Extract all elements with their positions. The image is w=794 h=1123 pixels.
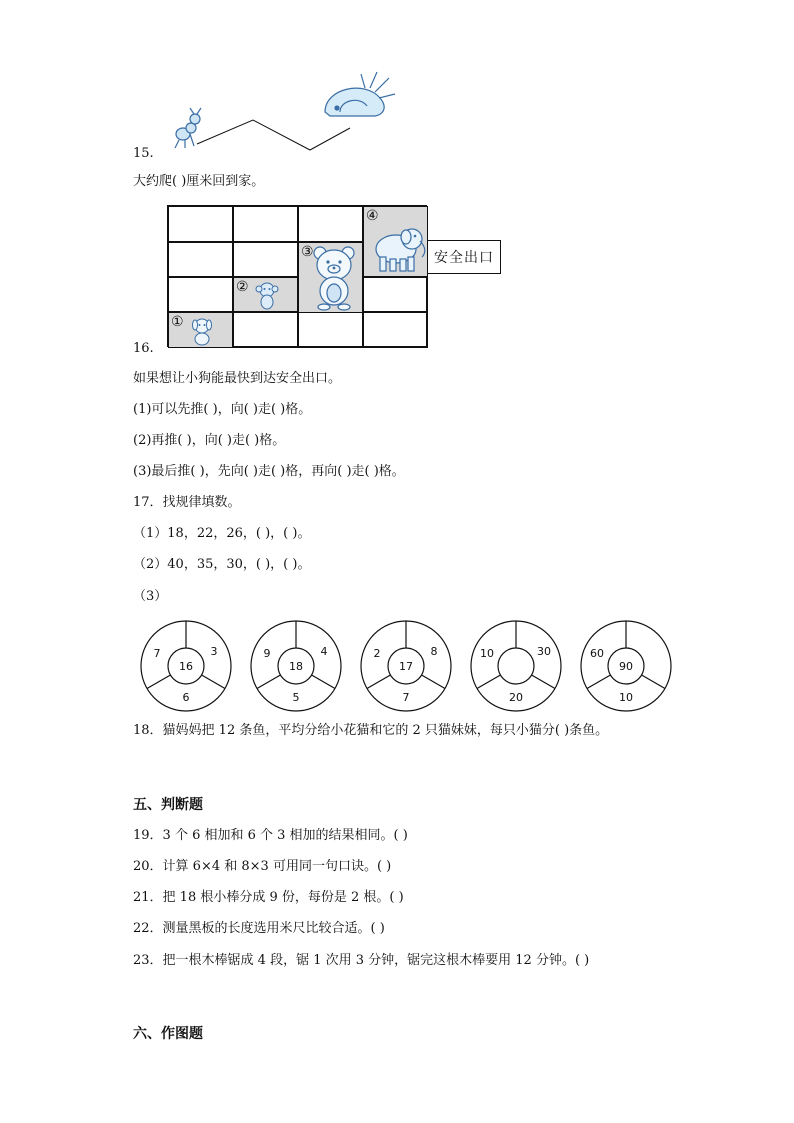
- grid-cell: [233, 242, 298, 277]
- wheel-divider: [477, 675, 500, 689]
- grid-cell: [298, 312, 363, 348]
- cell-label-2: ②: [236, 279, 249, 295]
- grid-cell-puppy: [168, 312, 233, 348]
- wheel-bottom-value: 5: [292, 691, 300, 704]
- q23-text: 23．把一根木棒锯成 4 段，锯 1 次用 3 分钟，锯完这根木棒要用 12 分钟。( ): [133, 953, 590, 968]
- cell-label-4: ④: [366, 208, 379, 224]
- section5-heading: 五、判断题: [133, 797, 203, 813]
- crawl-path-line: [197, 120, 350, 150]
- wheel-left-value: 2: [373, 647, 381, 660]
- grid-cell: [363, 277, 428, 312]
- wheel-center-value: 90: [619, 660, 633, 673]
- q19-text: 19．3 个 6 相加和 6 个 3 相加的结果相同。( ): [133, 828, 408, 843]
- cell-label-1: ①: [171, 314, 184, 330]
- wheel-divider: [367, 675, 390, 689]
- grid-cell-monkey: [233, 277, 298, 312]
- elephant-icon: [368, 219, 428, 275]
- wheel-divider: [587, 675, 610, 689]
- wheel-right-value: 4: [320, 645, 328, 658]
- number-wheel: [577, 620, 675, 712]
- wheel-right-value: 3: [210, 645, 218, 658]
- q20-text: 20．计算 6×4 和 8×3 可用同一句口诀。( ): [133, 859, 392, 874]
- wheel-left-value: 10: [480, 647, 494, 660]
- grid-cell: [298, 206, 363, 242]
- grid-cell: [168, 242, 233, 277]
- wheel-bottom-value: 20: [509, 691, 523, 704]
- puppy-icon: [189, 316, 215, 346]
- home-shell-icon: [325, 72, 395, 116]
- wheel-center-value: 18: [289, 660, 303, 673]
- wheel-left-value: 7: [153, 647, 161, 660]
- wheel-divider: [642, 675, 665, 689]
- section6-heading: 六、作图题: [133, 1026, 203, 1042]
- q15-text: 大约爬( )厘米回到家。: [133, 174, 265, 189]
- wheel-divider: [312, 675, 335, 689]
- wheel-bottom-value: 7: [402, 691, 410, 704]
- q21-text: 21．把 18 根小棒分成 9 份，每份是 2 根。( ): [133, 890, 404, 905]
- q17-seq2: （2）40，35，30，( )，( )。: [133, 557, 311, 572]
- wheel-divider: [202, 675, 225, 689]
- monkey-icon: [254, 281, 280, 311]
- grid-cell: [168, 277, 233, 312]
- number-wheel: [247, 620, 345, 712]
- wheel-inner-ring: [498, 648, 534, 684]
- q16-line-3: (3)最后推( )，先向( )走( )格，再向( )走( )格。: [133, 464, 405, 479]
- grid-cell: [233, 312, 298, 348]
- cell-label-3: ③: [301, 244, 314, 260]
- wheel-divider: [257, 675, 280, 689]
- q17-seq1: （1）18，22，26，( )，( )。: [133, 526, 311, 541]
- number-wheel: [357, 620, 455, 712]
- ant-icon: [175, 108, 201, 148]
- q16-line-1: (1)可以先推( )，向( )走( )格。: [133, 402, 312, 417]
- wheel-bottom-value: 10: [619, 691, 633, 704]
- wheel-left-value: 9: [263, 647, 271, 660]
- wheel-center-value: 17: [399, 660, 413, 673]
- safety-exit-box: 安全出口: [427, 240, 501, 274]
- wheel-divider: [422, 675, 445, 689]
- grid-cell-bear: [298, 242, 363, 313]
- wheel-center-value: 16: [179, 660, 193, 673]
- q18-text: 18．猫妈妈把 12 条鱼，平均分给小花猫和它的 2 只猫妹妹，每只小猫分( )条鱼。: [133, 723, 609, 738]
- q17-part3: （3）: [133, 589, 168, 604]
- wheel-left-value: 60: [590, 647, 604, 660]
- q16-prompt: 如果想让小狗能最快到达安全出口。: [133, 371, 342, 386]
- grid-cell: [363, 312, 428, 348]
- q17-title: 17．找规律填数。: [133, 495, 241, 510]
- wheel-divider: [532, 675, 555, 689]
- bear-icon: [311, 245, 357, 311]
- number-wheel: [137, 620, 235, 712]
- number-wheel: [467, 620, 565, 712]
- q22-text: 22．测量黑板的长度选用米尺比较合适。( ): [133, 921, 385, 936]
- wheel-right-value: 8: [430, 645, 438, 658]
- grid-cell-elephant: [363, 206, 428, 277]
- q16-line-2: (2)再推( )，向( )走( )格。: [133, 433, 286, 448]
- ant-path-illustration: [165, 68, 405, 154]
- wheel-right-value: 30: [537, 645, 551, 658]
- grid-cell: [233, 206, 298, 242]
- wheel-divider: [147, 675, 170, 689]
- wheel-bottom-value: 6: [182, 691, 190, 704]
- grid-cell: [168, 206, 233, 242]
- q15-number: 15.: [133, 146, 154, 161]
- animal-grid: [167, 205, 427, 347]
- q16-number: 16.: [133, 341, 154, 356]
